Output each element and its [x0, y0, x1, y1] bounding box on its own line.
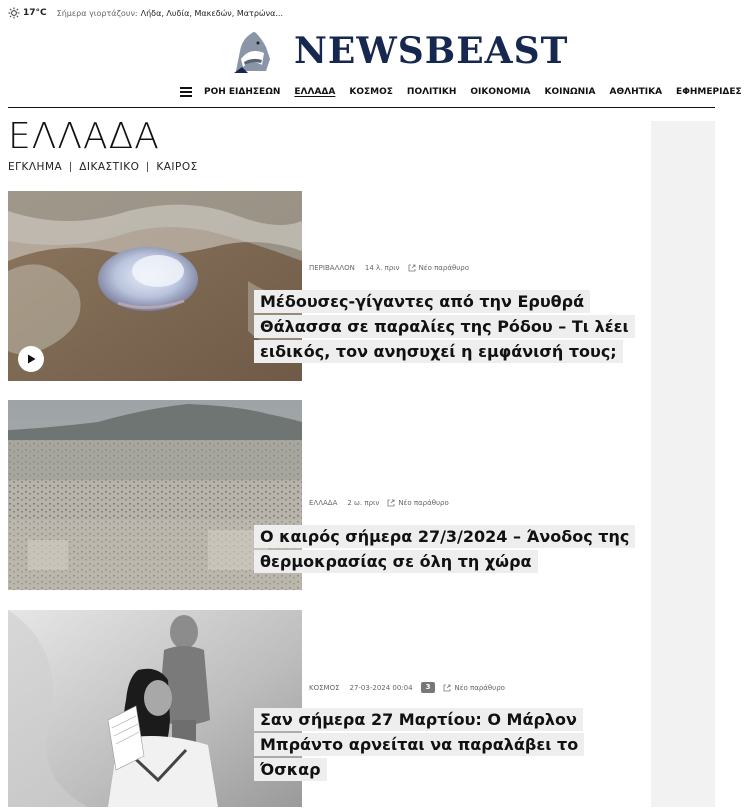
article-category[interactable]: ΠΕΡΙΒΑΛΛΟΝ	[309, 264, 355, 272]
article-title[interactable]	[254, 289, 634, 364]
new-window-label: Νέο παράθυρο	[454, 683, 505, 692]
new-window-label: Νέο παράθυρο	[418, 264, 470, 272]
header-divider	[8, 107, 715, 108]
nav-item-koinonia[interactable]: ΚΟΙΝΩΝΙΑ	[544, 87, 596, 97]
article-time: 14 λ. πριν	[364, 264, 400, 272]
article-card[interactable]	[8, 400, 648, 590]
article-meta	[309, 499, 449, 507]
section-subnav	[8, 161, 198, 173]
subnav-divider	[70, 162, 71, 172]
new-window-label: Νέο παράθυρο	[398, 499, 449, 507]
nav-item-efimerides[interactable]: ΕΦΗΜΕΡΙΔΕΣ	[676, 87, 742, 97]
new-window-icon	[387, 499, 395, 507]
article-meta	[309, 264, 469, 272]
subnav-item-egklima[interactable]: ΕΓΚΛΗΜΑ	[8, 161, 63, 173]
article-category[interactable]: ΕΛΛΑΔΑ	[309, 499, 338, 507]
article-title[interactable]	[254, 707, 594, 782]
play-icon	[25, 353, 37, 365]
nameday-names[interactable]: Λήδα, Λυδία, Μακεδών, Ματρώνα...	[140, 8, 283, 18]
shark-icon	[232, 29, 272, 73]
subnav-divider	[147, 162, 148, 172]
nav-item-roi[interactable]: ΡΟΗ ΕΙΔΗΣΕΩΝ	[204, 87, 281, 97]
subnav-item-kairos[interactable]: ΚΑΙΡΟΣ	[156, 161, 198, 173]
nav-item-politiki[interactable]: ΠΟΛΙΤΙΚΗ	[406, 87, 457, 97]
site-logo[interactable]	[232, 28, 568, 74]
nav-item-athlitika[interactable]: ΑΘΛΗΤΙΚΑ	[609, 87, 663, 97]
nameday-label: Σήμερα γιορτάζουν:	[56, 8, 138, 18]
logo-wordmark: NEWSBEAST	[294, 30, 569, 72]
sun-icon	[8, 7, 20, 19]
comment-count-badge[interactable]: 3	[421, 682, 436, 693]
article-time: 27-03-2024 00:04	[349, 683, 413, 692]
new-window-link[interactable]	[387, 499, 448, 507]
subnav-item-dikastiko[interactable]: ΔΙΚΑΣΤΙΚΟ	[79, 161, 140, 173]
article-time: 2 ω. πριν	[347, 499, 380, 507]
hamburger-icon[interactable]	[180, 87, 192, 97]
new-window-icon	[443, 684, 451, 692]
article-title-text: Σαν σήμερα 27 Μαρτίου: Ο Μάρλον Μπράντο αρνείται να παραλάβει το Όσκαρ	[254, 708, 584, 781]
main-nav	[180, 84, 756, 100]
nav-item-ellada[interactable]: ΕΛΛΑΔΑ	[294, 87, 336, 97]
new-window-icon	[408, 264, 416, 272]
article-category[interactable]: ΚΟΣΜΟΣ	[309, 683, 340, 692]
article-card[interactable]	[8, 610, 648, 807]
article-meta	[309, 682, 505, 693]
new-window-link[interactable]	[443, 684, 504, 692]
temperature: 17°C	[23, 8, 47, 18]
nav-item-oikonomia[interactable]: ΟΙΚΟΝΟΜΙΑ	[470, 87, 531, 97]
article-card[interactable]	[8, 191, 648, 381]
article-title-text: Ο καιρός σήμερα 27/3/2024 – Άνοδος της θερμοκρασίας σε όλη τη χώρα	[254, 525, 635, 573]
nav-item-kosmos[interactable]: ΚΟΣΜΟΣ	[349, 87, 393, 97]
sidebar-ad-area	[651, 121, 715, 807]
article-title[interactable]	[254, 524, 634, 574]
page-title: ΕΛΛΑΔΑ	[8, 116, 160, 157]
article-title-text: Μέδουσες-γίγαντες από την Ερυθρά Θάλασσα σε παραλίες της Ρόδου – Τι λέει ειδικός, τον ανησυχεί η εμφάνισή τους;	[254, 290, 635, 363]
new-window-link[interactable]	[408, 264, 469, 272]
topbar	[8, 6, 283, 20]
play-video-button[interactable]	[18, 346, 44, 372]
